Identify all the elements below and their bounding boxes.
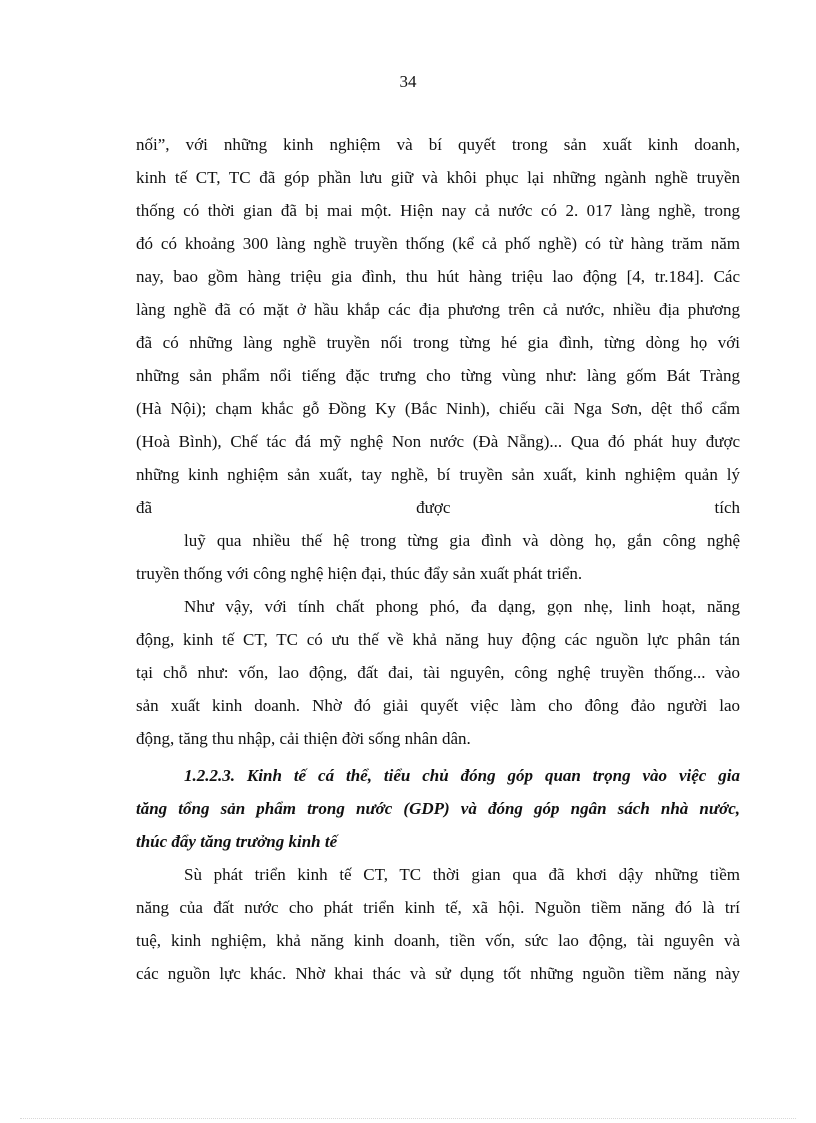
text-line: sản xuất kinh doanh. Nhờ đó giải quyết việc làm cho đông đảo người lao <box>136 696 740 715</box>
text-line: thống có thời gian đã bị mai một. Hiện nay cả nước có 2. 017 làng nghề, trong <box>136 201 740 220</box>
page-number: 34 <box>399 72 417 91</box>
text-line: tuệ, kinh nghiệm, khả năng kinh doanh, tiền vốn, sức lao động, tài nguyên và <box>136 931 740 950</box>
text-line: các nguồn lực khác. Nhờ khai thác và sử dụng tốt những nguồn tiềm năng này <box>136 964 740 983</box>
paragraph-2 <box>136 524 740 590</box>
text-line: (Hà Nội); chạm khắc gỗ Đồng Ky (Bắc Ninh), chiếu cãi Nga Sơn, dệt thổ cẩm <box>136 399 740 418</box>
heading-line: thúc đẩy tăng trưởng kinh tế <box>136 832 338 851</box>
paragraph-4 <box>136 858 740 990</box>
page-edge-divider <box>20 1118 796 1119</box>
section-heading <box>136 759 740 858</box>
text-line: (Hoà Bình), Chế tác đá mỹ nghệ Non nước (Đà Nẵng)... Qua đó phát huy được <box>136 432 740 451</box>
text-line: động, kinh tế CT, TC có ưu thế về khả năng huy động các nguồn lực phân tán <box>136 630 740 649</box>
text-line: nay, bao gồm hàng triệu gia đình, thu hút hàng triệu lao động [4, tr.184]. Các <box>136 267 740 286</box>
text-line: đó có khoảng 300 làng nghề truyền thống (kể cả phố nghề) có từ hàng trăm năm <box>136 234 740 253</box>
text-line: năng của đất nước cho phát triển kinh tế, xã hội. Nguồn tiềm năng đó là trí <box>136 898 740 917</box>
text-line: truyền thống với công nghệ hiện đại, thúc đẩy sản xuất phát triển. <box>136 564 583 583</box>
text-line: động, tăng thu nhập, cải thiện đời sống nhân dân. <box>136 729 471 748</box>
text-line: Sù phát triển kinh tế CT, TC thời gian qua đã khơi dậy những tiềm <box>184 865 740 884</box>
heading-line: tăng tổng sản phẩm trong nước (GDP) và đóng góp ngân sách nhà nước, <box>136 799 740 818</box>
text-line: nối”, với những kinh nghiệm và bí quyết trong sản xuất kinh doanh, <box>136 135 740 154</box>
paragraph-3 <box>136 590 740 755</box>
text-line: tại chỗ như: vốn, lao động, đất đai, tài nguyên, công nghệ truyền thống... vào <box>136 663 740 682</box>
document-body <box>136 128 740 990</box>
paragraph-1 <box>136 128 740 524</box>
text-line: luỹ qua nhiều thế hệ trong từng gia đình và dòng họ, gắn công nghệ <box>184 531 740 550</box>
text-line: đã được tích <box>136 498 740 517</box>
text-line: những kinh nghiệm sản xuất, tay nghề, bí truyền sản xuất, kinh nghiệm quản lý <box>136 465 740 484</box>
text-line: đã có những làng nghề truyền nối trong từng hé gia đình, từng dòng họ với <box>136 333 740 352</box>
text-line: kinh tế CT, TC đã góp phần lưu giữ và khôi phục lại những ngành nghề truyền <box>136 168 740 187</box>
heading-line: 1.2.2.3. Kinh tế cá thể, tiểu chủ đóng góp quan trọng vào việc gia <box>184 766 740 785</box>
text-line: những sản phẩm nổi tiếng đặc trưng cho từng vùng như: làng gốm Bát Tràng <box>136 366 740 385</box>
text-line: làng nghề đã có mặt ở hầu khắp các địa phương trên cả nước, nhiều địa phương <box>136 300 740 319</box>
text-line: Như vậy, với tính chất phong phó, đa dạng, gọn nhẹ, linh hoạt, năng <box>184 597 740 616</box>
